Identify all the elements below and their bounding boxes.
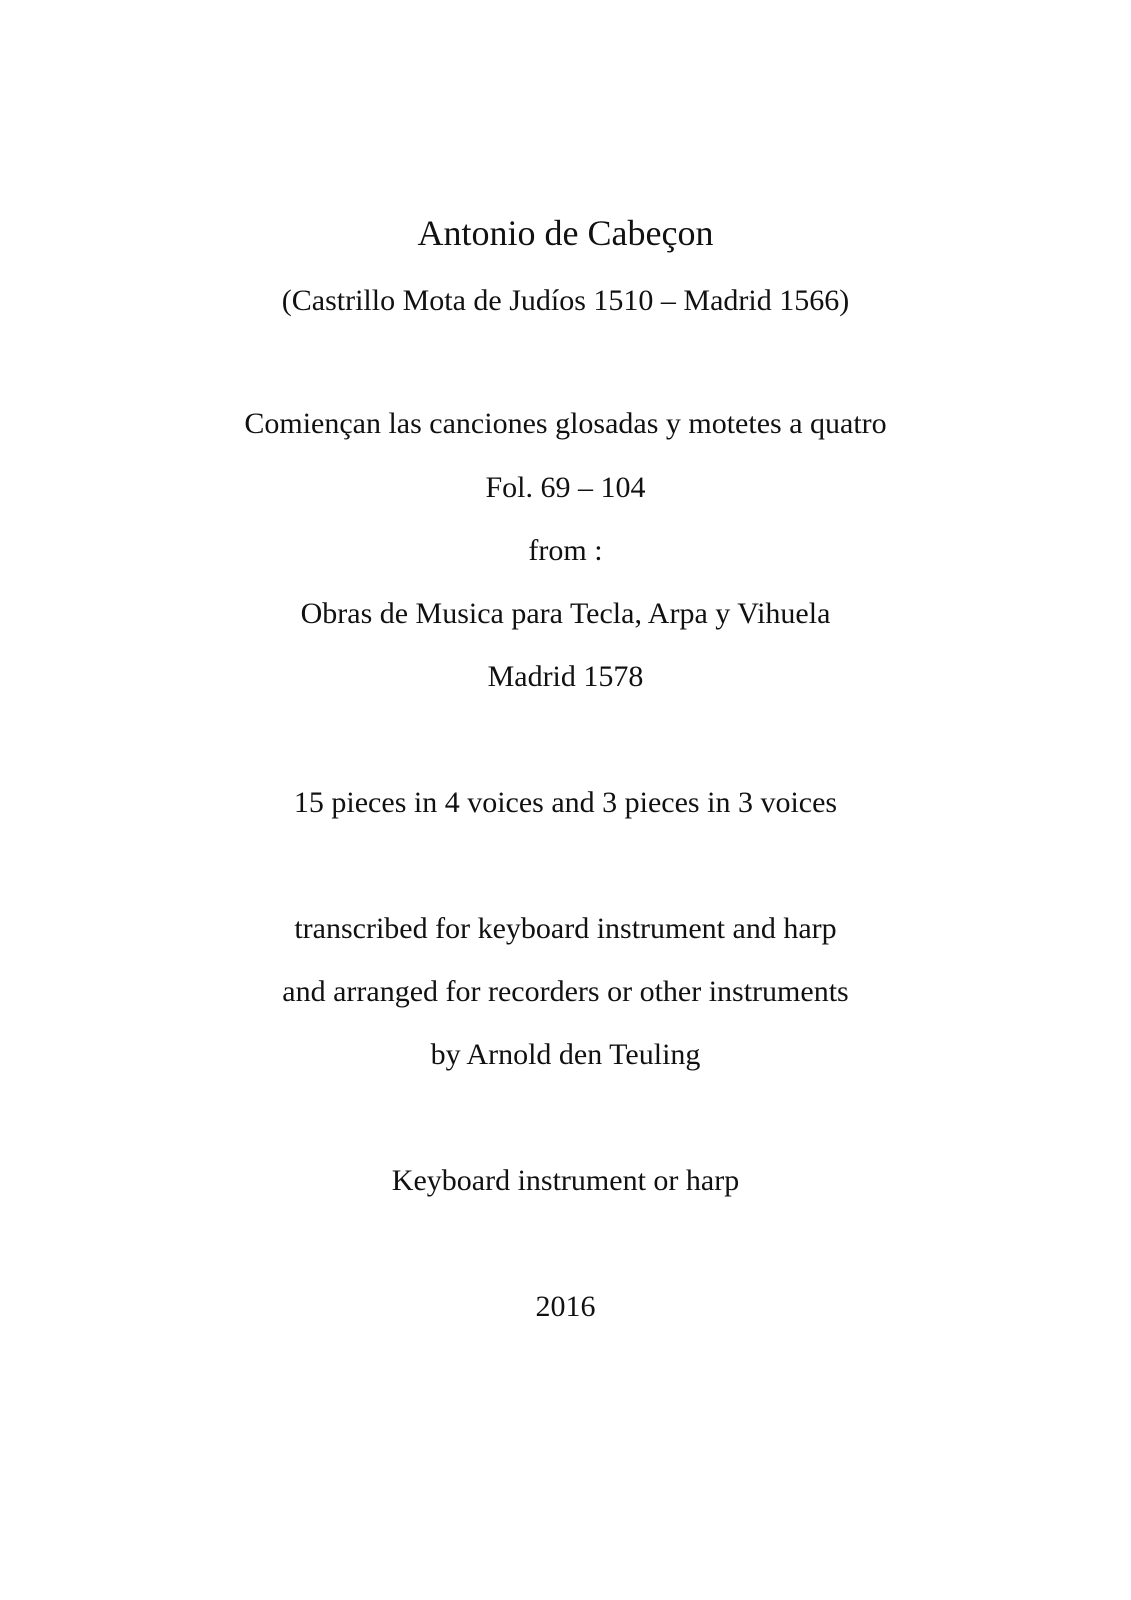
source-title: Obras de Musica para Tecla, Arpa y Vihuela (300, 597, 831, 630)
folio-range: Fol. 69 – 104 (485, 471, 646, 504)
transcription-credit: transcribed for keyboard instrument and harp (294, 912, 837, 945)
from-label: from : (528, 534, 603, 567)
composer-name: Antonio de Cabeçon (417, 213, 714, 253)
arranger-name: by Arnold den Teuling (430, 1038, 701, 1071)
arrangement-credit: and arranged for recorders or other instruments (282, 975, 849, 1008)
pieces-description: 15 pieces in 4 voices and 3 pieces in 3 voices (293, 786, 838, 819)
source-place-year: Madrid 1578 (487, 660, 644, 693)
composer-dates: (Castrillo Mota de Judíos 1510 – Madrid 1566) (281, 284, 850, 317)
edition-instrument: Keyboard instrument or harp (391, 1164, 740, 1197)
work-title: Comiençan las canciones glosadas y motetes a quatro (244, 407, 887, 440)
edition-year: 2016 (535, 1290, 596, 1323)
